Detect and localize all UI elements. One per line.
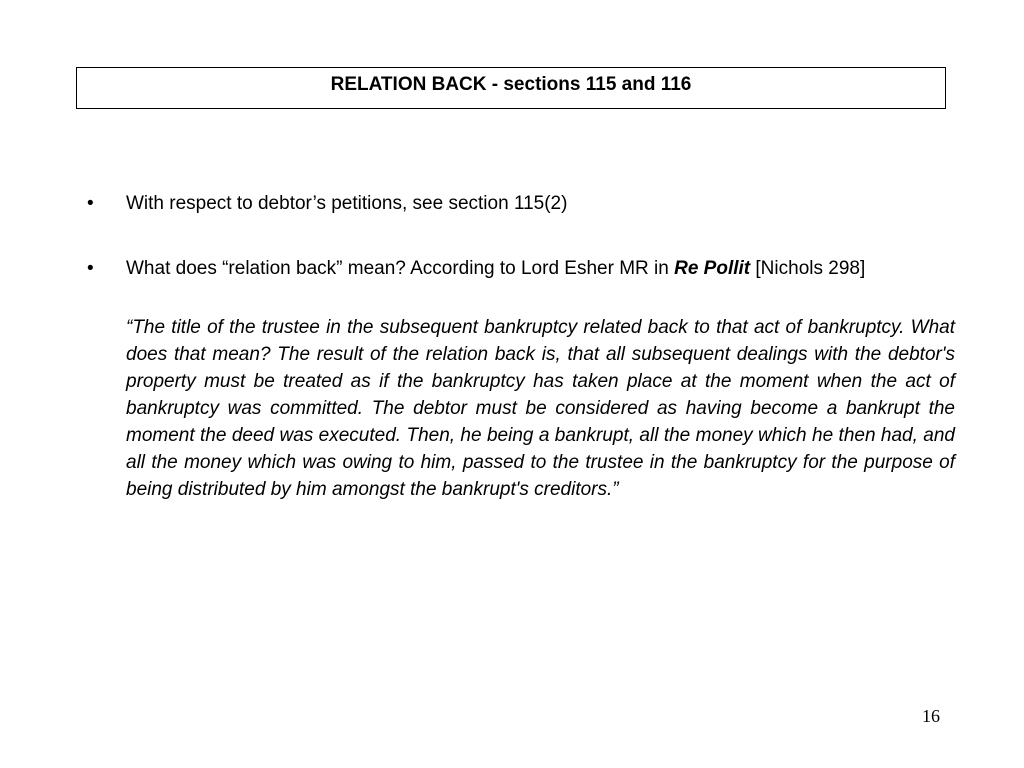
bullet-item-relation-back: [87, 255, 955, 282]
slide-content: [87, 190, 955, 503]
title-box: [76, 67, 946, 109]
bullet-icon: •: [87, 258, 94, 279]
slide-title: RELATION BACK - sections 115 and 116: [330, 74, 692, 95]
quotation-paragraph: “The title of the trustee in the subsequent bankruptcy related back to that act of bankruptcy. What does that mean? The result of the relation back is, that all subsequent dealings with the debtor's property must be treated as if the bankruptcy has taken place at the moment when the act of bankruptcy was committed. The debtor must be considered as having become a bankrupt the moment the deed was executed. Then, he being a bankrupt, all the money which he then had, and all the money which was owing to him, passed to the trustee in the bankruptcy for the purpose of being distributed by him amongst the bankrupt's creditors.”: [126, 317, 955, 500]
bullet-item-petitions: [87, 190, 955, 217]
page-number: 16: [922, 706, 940, 726]
case-name: Re Pollit: [674, 258, 751, 279]
bullet-text-citation: [Nichols 298]: [750, 258, 866, 279]
bullet-icon: •: [87, 193, 94, 214]
bullet-text-lead: What does “relation back” mean? According to Lord Esher MR in: [126, 258, 675, 279]
bullet-text: With respect to debtor’s petitions, see section 115(2): [126, 193, 568, 214]
